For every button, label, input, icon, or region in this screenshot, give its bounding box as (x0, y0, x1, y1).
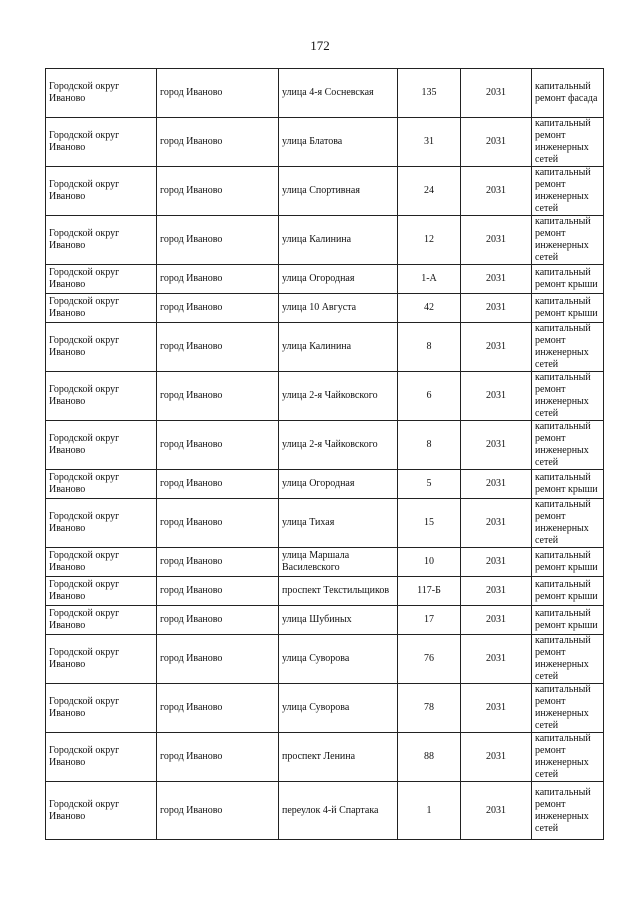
cell-year: 2031 (461, 635, 532, 684)
cell-house-number: 78 (398, 684, 461, 733)
cell-municipality: Городской округ Иваново (46, 323, 157, 372)
cell-settlement: город Иваново (157, 265, 279, 294)
cell-work-type: капитальный ремонт инженерных сетей (532, 499, 604, 548)
cell-house-number: 15 (398, 499, 461, 548)
cell-settlement: город Иваново (157, 470, 279, 499)
cell-street: улица 2-я Чайковского (279, 421, 398, 470)
cell-house-number: 1-А (398, 265, 461, 294)
table-row (46, 684, 604, 733)
cell-work-type: капитальный ремонт крыши (532, 548, 604, 577)
cell-street: улица Блатова (279, 118, 398, 167)
repair-schedule-table (45, 68, 604, 840)
table-row (46, 216, 604, 265)
cell-year: 2031 (461, 323, 532, 372)
cell-street: улица Маршала Василевского (279, 548, 398, 577)
cell-settlement: город Иваново (157, 577, 279, 606)
cell-settlement: город Иваново (157, 548, 279, 577)
cell-work-type: капитальный ремонт инженерных сетей (532, 167, 604, 216)
cell-settlement: город Иваново (157, 118, 279, 167)
cell-street: улица 10 Августа (279, 294, 398, 323)
cell-house-number: 24 (398, 167, 461, 216)
cell-year: 2031 (461, 118, 532, 167)
table-row (46, 499, 604, 548)
cell-settlement: город Иваново (157, 323, 279, 372)
cell-house-number: 12 (398, 216, 461, 265)
table-row (46, 372, 604, 421)
cell-settlement: город Иваново (157, 733, 279, 782)
cell-street: улица Шубиных (279, 606, 398, 635)
cell-work-type: капитальный ремонт крыши (532, 294, 604, 323)
table-row (46, 782, 604, 840)
cell-work-type: капитальный ремонт инженерных сетей (532, 782, 604, 840)
cell-municipality: Городской округ Иваново (46, 606, 157, 635)
table-row (46, 69, 604, 118)
cell-house-number: 10 (398, 548, 461, 577)
cell-settlement: город Иваново (157, 782, 279, 840)
cell-year: 2031 (461, 548, 532, 577)
cell-street: улица Калинина (279, 216, 398, 265)
cell-street: улица 2-я Чайковского (279, 372, 398, 421)
table-row (46, 470, 604, 499)
cell-settlement: город Иваново (157, 684, 279, 733)
cell-house-number: 8 (398, 323, 461, 372)
cell-settlement: город Иваново (157, 635, 279, 684)
cell-settlement: город Иваново (157, 499, 279, 548)
cell-municipality: Городской округ Иваново (46, 167, 157, 216)
cell-work-type: капитальный ремонт инженерных сетей (532, 684, 604, 733)
cell-municipality: Городской округ Иваново (46, 294, 157, 323)
cell-street: улица Тихая (279, 499, 398, 548)
table-row (46, 548, 604, 577)
cell-work-type: капитальный ремонт инженерных сетей (532, 216, 604, 265)
table-row (46, 421, 604, 470)
cell-work-type: капитальный ремонт крыши (532, 265, 604, 294)
cell-year: 2031 (461, 421, 532, 470)
cell-work-type: капитальный ремонт инженерных сетей (532, 118, 604, 167)
cell-house-number: 6 (398, 372, 461, 421)
table-body (46, 69, 604, 840)
table-row (46, 606, 604, 635)
table-row (46, 265, 604, 294)
cell-municipality: Городской округ Иваново (46, 499, 157, 548)
cell-house-number: 8 (398, 421, 461, 470)
cell-work-type: капитальный ремонт инженерных сетей (532, 421, 604, 470)
cell-house-number: 117-Б (398, 577, 461, 606)
cell-municipality: Городской округ Иваново (46, 470, 157, 499)
cell-street: проспект Ленина (279, 733, 398, 782)
cell-house-number: 17 (398, 606, 461, 635)
cell-settlement: город Иваново (157, 69, 279, 118)
cell-work-type: капитальный ремонт инженерных сетей (532, 635, 604, 684)
cell-house-number: 5 (398, 470, 461, 499)
cell-settlement: город Иваново (157, 606, 279, 635)
table-row (46, 294, 604, 323)
table-row (46, 733, 604, 782)
cell-work-type: капитальный ремонт крыши (532, 606, 604, 635)
cell-municipality: Городской округ Иваново (46, 782, 157, 840)
cell-municipality: Городской округ Иваново (46, 635, 157, 684)
cell-year: 2031 (461, 372, 532, 421)
cell-house-number: 76 (398, 635, 461, 684)
cell-municipality: Городской округ Иваново (46, 684, 157, 733)
cell-street: проспект Текстильщиков (279, 577, 398, 606)
cell-municipality: Городской округ Иваново (46, 372, 157, 421)
cell-settlement: город Иваново (157, 294, 279, 323)
cell-municipality: Городской округ Иваново (46, 265, 157, 294)
cell-year: 2031 (461, 216, 532, 265)
cell-municipality: Городской округ Иваново (46, 421, 157, 470)
table-row (46, 323, 604, 372)
cell-settlement: город Иваново (157, 167, 279, 216)
cell-year: 2031 (461, 470, 532, 499)
cell-house-number: 135 (398, 69, 461, 118)
cell-house-number: 1 (398, 782, 461, 840)
table-row (46, 167, 604, 216)
cell-year: 2031 (461, 499, 532, 548)
cell-street: улица Огородная (279, 265, 398, 294)
cell-year: 2031 (461, 606, 532, 635)
cell-work-type: капитальный ремонт фасада (532, 69, 604, 118)
cell-year: 2031 (461, 167, 532, 216)
cell-municipality: Городской округ Иваново (46, 577, 157, 606)
cell-work-type: капитальный ремонт крыши (532, 577, 604, 606)
cell-settlement: город Иваново (157, 421, 279, 470)
page-number: 172 (310, 38, 330, 53)
cell-year: 2031 (461, 265, 532, 294)
cell-work-type: капитальный ремонт инженерных сетей (532, 372, 604, 421)
cell-house-number: 88 (398, 733, 461, 782)
cell-street: улица Суворова (279, 635, 398, 684)
cell-house-number: 31 (398, 118, 461, 167)
cell-year: 2031 (461, 733, 532, 782)
cell-street: улица 4-я Сосневская (279, 69, 398, 118)
cell-work-type: капитальный ремонт инженерных сетей (532, 733, 604, 782)
cell-work-type: капитальный ремонт крыши (532, 470, 604, 499)
cell-municipality: Городской округ Иваново (46, 118, 157, 167)
cell-municipality: Городской округ Иваново (46, 733, 157, 782)
table-row (46, 577, 604, 606)
cell-year: 2031 (461, 577, 532, 606)
cell-house-number: 42 (398, 294, 461, 323)
cell-settlement: город Иваново (157, 216, 279, 265)
table-row (46, 118, 604, 167)
cell-municipality: Городской округ Иваново (46, 548, 157, 577)
cell-street: улица Спортивная (279, 167, 398, 216)
cell-year: 2031 (461, 782, 532, 840)
cell-work-type: капитальный ремонт инженерных сетей (532, 323, 604, 372)
cell-settlement: город Иваново (157, 372, 279, 421)
cell-street: улица Суворова (279, 684, 398, 733)
cell-street: улица Калинина (279, 323, 398, 372)
cell-year: 2031 (461, 69, 532, 118)
cell-year: 2031 (461, 294, 532, 323)
table-row (46, 635, 604, 684)
cell-street: переулок 4-й Спартака (279, 782, 398, 840)
cell-municipality: Городской округ Иваново (46, 69, 157, 118)
cell-street: улица Огородная (279, 470, 398, 499)
cell-year: 2031 (461, 684, 532, 733)
cell-municipality: Городской округ Иваново (46, 216, 157, 265)
